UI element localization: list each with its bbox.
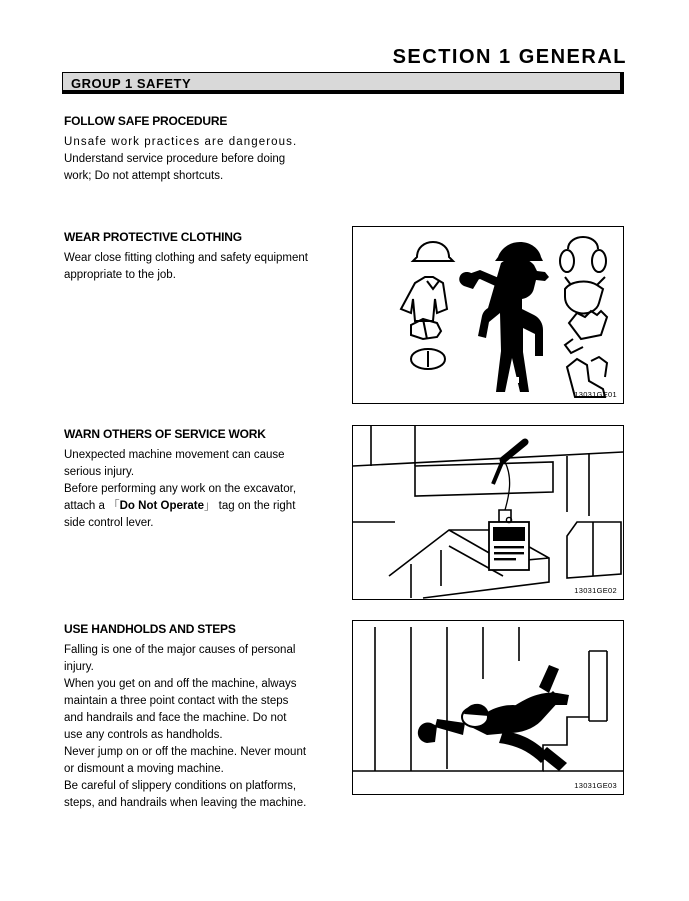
figure-code: 13031GE01 [574,390,617,399]
illustration-worker-with-gear [353,227,623,403]
body-line: Before performing any work on the excavator, [64,483,297,495]
illustration-person-falling-from-machine [353,621,623,794]
illustration-cab-control-lever-tag [353,426,623,599]
figure-warn-others [352,425,624,600]
body-line: Falling is one of the major causes of personal [64,644,296,656]
body-line: Be careful of slippery conditions on platforms, [64,780,297,792]
heading-wear-protective-clothing: WEAR PROTECTIVE CLOTHING [64,230,242,244]
body-line: use any controls as handholds. [64,729,223,741]
figure-code: 13031GE03 [574,781,617,790]
body-line: injury. [64,661,94,673]
group-header-label: GROUP 1 SAFETY [71,76,192,91]
body-line: side control lever. [64,517,154,529]
body-line: or dismount a moving machine. [64,763,224,775]
figure-code: 13031GE02 [574,586,617,595]
tag-line-suffix: 」 tag on the right [203,500,296,512]
page-title: SECTION 1 GENERAL [392,46,627,68]
body-line: Understand service procedure before doing [64,153,286,165]
section-wear-protective-clothing [64,230,322,284]
body-line: When you get on and off the machine, always [64,678,297,690]
body-line: appropriate to the job. [64,269,176,281]
body-line: work; Do not attempt shortcuts. [64,170,224,182]
heading-follow-safe-procedure: FOLLOW SAFE PROCEDURE [64,114,228,128]
body-line: Unexpected machine movement can cause [64,449,285,461]
section-use-handholds-and-steps [64,622,322,812]
section-follow-safe-procedure [64,114,322,185]
tag-line-prefix: attach a 「 [64,500,120,512]
body-line: and handrails and face the machine. Do not [64,712,287,724]
body-line: steps, and handrails when leaving the machine. [64,797,307,809]
heading-warn-others: WARN OTHERS OF SERVICE WORK [64,427,266,441]
body-line: Never jump on or off the machine. Never mount [64,746,307,758]
body-line: Wear close fitting clothing and safety equipment [64,252,308,264]
body-line-with-tag [64,498,322,515]
do-not-operate-tag-text: Do Not Operate [119,500,204,512]
body-line: serious injury. [64,466,135,478]
group-header-bar [62,72,624,94]
figure-protective-clothing [352,226,624,404]
body-line: Unsafe work practices are dangerous. [64,136,298,148]
heading-use-handholds-and-steps: USE HANDHOLDS AND STEPS [64,622,236,636]
body-line: maintain a three point contact with the steps [64,695,289,707]
section-warn-others [64,427,322,532]
figure-use-handholds [352,620,624,795]
